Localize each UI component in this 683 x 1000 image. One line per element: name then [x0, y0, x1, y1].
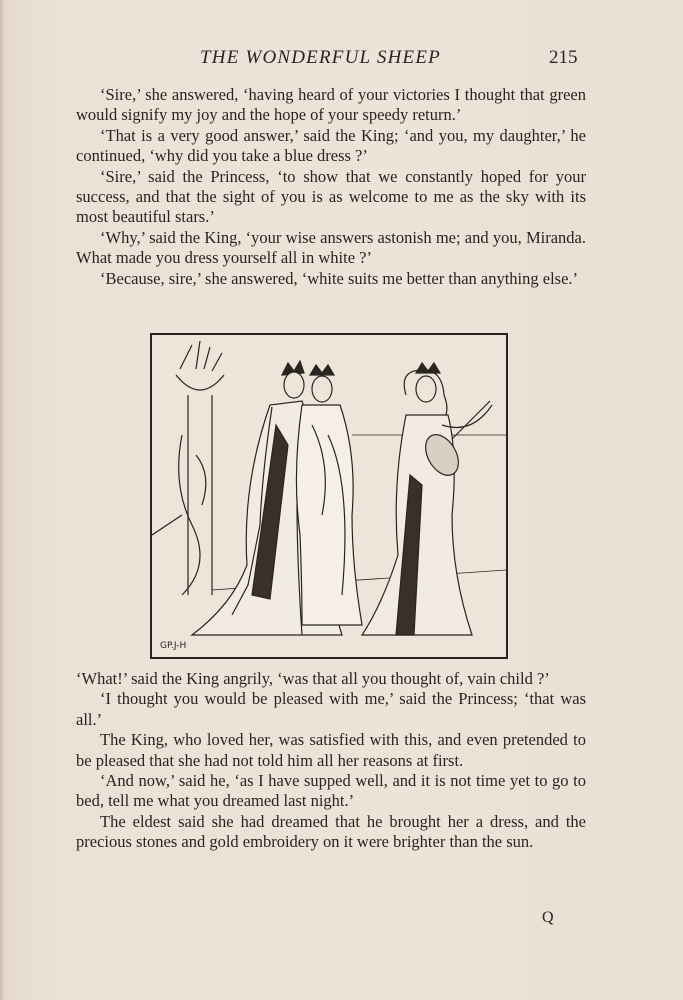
paragraph: ‘Because, sire,’ she answered, ‘white suits me better than anything else.’	[100, 268, 579, 288]
running-head	[76, 47, 583, 71]
text-block-bottom	[76, 669, 586, 853]
paragraph: ‘And now,’ said he, ‘as I have supped well, and it is not time yet to go to bed, tell me what you dreamed last night.’	[76, 771, 586, 811]
paragraph: ‘Why,’ said the King, ‘your wise answers astonish me; and you, Miranda. What made you dress yourself all in white ?’	[76, 227, 586, 268]
paragraph: The King, who loved her, was satisfied with this, and even pretended to be pleased that she had not told him all her reasons at first.	[76, 730, 586, 770]
paragraph: ‘What!’ said the King angrily, ‘was that all you thought of, vain child ?’	[76, 669, 550, 688]
page-edge	[0, 0, 5, 1000]
artist-signature: GP.J-H	[160, 641, 187, 651]
running-head-title: THE WONDERFUL SHEEP	[200, 47, 441, 68]
illustration-three-princesses	[150, 333, 508, 659]
paragraph: ‘I thought you would be pleased with me,’ said the Princess; ‘that was all.’	[76, 689, 586, 729]
paragraph: The eldest said she had dreamed that he brought her a dress, and the precious stones and gold embroidery on it were brighter than the sun.	[76, 811, 586, 852]
illustration-drawing	[152, 335, 506, 657]
signature-mark: Q	[542, 909, 554, 926]
page-number: 215	[549, 47, 578, 68]
text-block-top	[76, 85, 586, 289]
paragraph: ‘Sire,’ said the Princess, ‘to show that we constantly hoped for your success, and that the sight of you is as welcome to me as the sky with its most beautiful stars.’	[76, 166, 586, 227]
paragraph: ‘Sire,’ she answered, ‘having heard of your victories I thought that green would signify my joy and the hope of your speedy return.’	[76, 85, 586, 125]
paragraph: ‘That is a very good answer,’ said the King; ‘and you, my daughter,’ he continued, ‘why did you take a blue dress ?’	[76, 125, 586, 166]
